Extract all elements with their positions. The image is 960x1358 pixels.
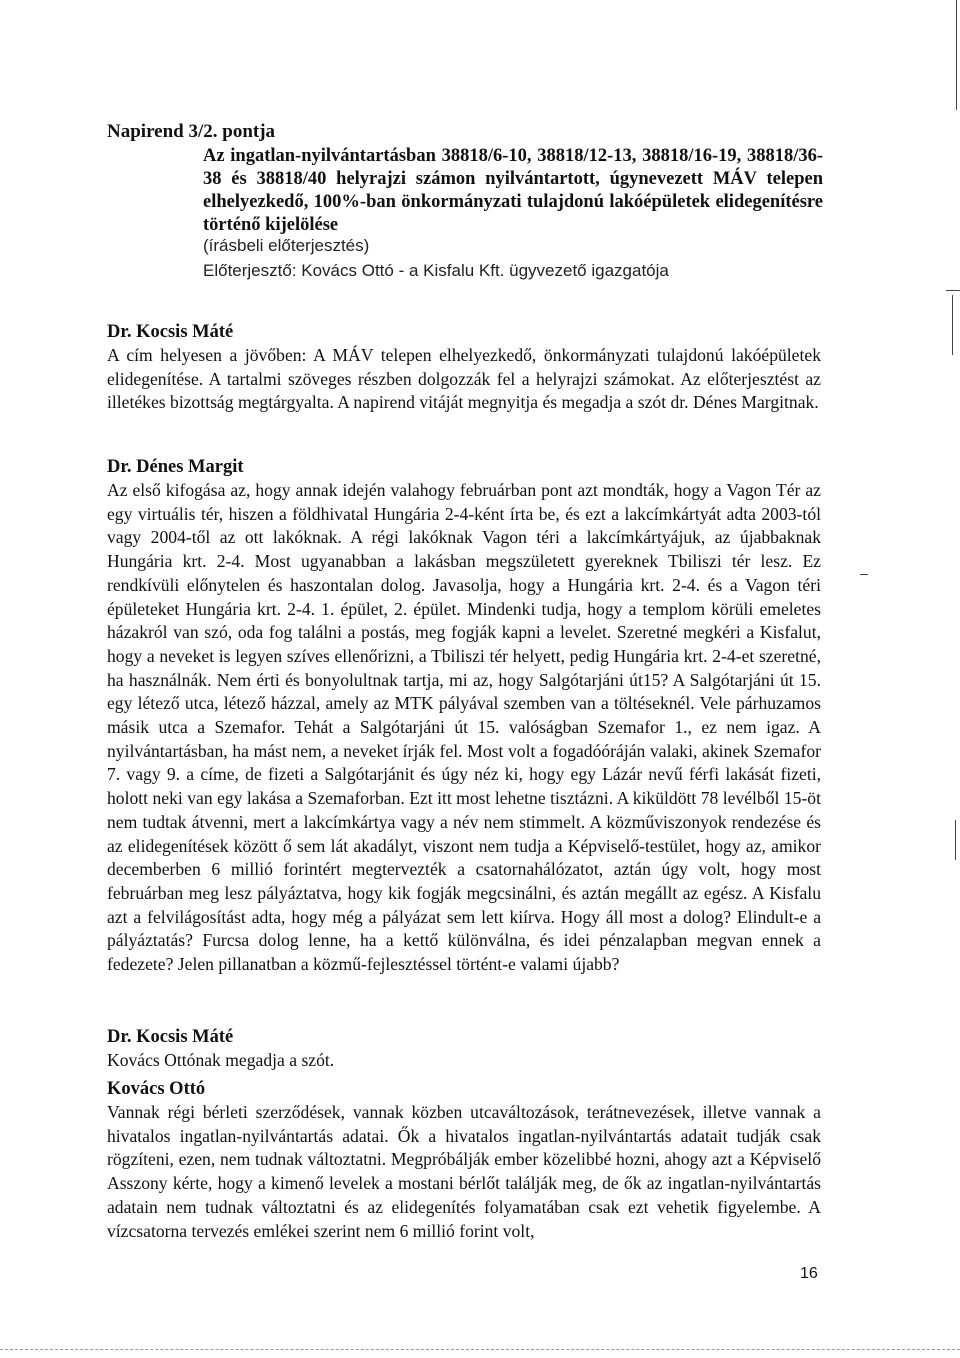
speaker-name: Dr. Kocsis Máté [107,1027,234,1047]
speaker-name: Kovács Ottó [107,1079,206,1099]
speech-section-3 [107,1025,821,1073]
scan-bottom-edge [0,1349,960,1350]
speech-text: Vannak régi bérleti szerződések, vannak közben utcaváltozások, terátnevezések, illetve vannak a hivatalos ingatlan-nyilvántartás adatai. Ők a hivatalos ingatlan-nyilvántartás adatait tudják csak rögzíteni, ezen, nem tudnak változtatni. Megpróbálják ember közelibbé hozni, ahogy azt a Képviselő Asszony kérte, hogy a kimenő levelek a mostani bérlőt találják meg, de ők az ingatlan-nyilvántartás adatain nem tudnak változtatni és az elidegenítés folyamatában csak ezt vehetik figyelembe. A vízcsatorna tervezés emlékei szerint nem 6 millió forint volt, [107,1102,821,1241]
scan-edge-line [955,820,956,860]
scan-edge-tick [946,290,960,291]
speaker-name: Dr. Kocsis Máté [107,322,234,342]
speech-section-1 [107,320,821,415]
speech-text: Kovács Ottónak megadja a szót. [107,1050,335,1070]
agenda-title: Az ingatlan-nyilvántartásban 38818/6-10, 38818/12-13, 38818/16-19, 38818/36-38 és 38818/40 helyrajzi számon nyilvántartott, úgynevezett MÁV telepen elhelyezkedő, 100%-ban önkormányzati tulajdonú lakóépületek elidegenítésre történő kijelölése [203,146,823,235]
speech-text: A cím helyesen a jövőben: A MÁV telepen elhelyezkedő, önkormányzati tulajdonú lakóépületek elidegenítése. A tartalmi szöveges részben dolgozzák fel a helyrajzi számokat. Az előterjesztést az illetékes bizottság megtárgyalta. A napirend vitáját megnyitja és megadja a szót dr. Dénes Margitnak. [107,345,821,413]
agenda-label: Napirend 3/2. pontja [107,121,276,142]
page-number: 16 [800,1265,818,1282]
scan-dash-mark [860,574,868,575]
speaker-name: Dr. Dénes Margit [107,457,244,477]
scan-edge-line [952,295,953,355]
speech-section-2 [107,455,821,977]
speech-text: Az első kifogása az, hogy annak idején valahogy februárban pont azt mondták, hogy a Vagon Tér az egy virtuális tér, hiszen a földhivatal Hungária 2-4-ként írta be, és ezt a lakcímkártyát adta 2003-tól vagy 2004-től az ott lakóknak. A régi lakóknak Vagon téri a lakcímkártyájuk, az újabbaknak Hungária krt. 2-4. Most ugyanabban a lakásban megszületett gyereknek Tbiliszi tér lesz. Ez rendkívüli előnytelen és haszontalan dolog. Javasolja, hogy a Hungária krt. 2-4. és a Vagon téri épületeket Hungária krt. 2-4. 1. épület, 2. épület. Mindenki tudja, hogy a templom körüli emeletes házakról van szó, oda fog találni a postás, meg fogják kapni a levelet. Szeretné megkéri a Kisfalut, hogy a neveket is legyen szíves ellenőrizni, a Tbiliszi tér helyett, pedig Hungária krt. 2-4-et szeretné, ha használnák. Nem érti és bonyolultnak tartja, mi az, hogy Salgótarjáni út15? A Salgótarjáni út 15. egy létező utca, létező házzal, amely az MTK pályával szemben van a töltéseknél. Vele párhuzamos másik utca a Szemafor. Tehát a Salgótarjáni út 15. valóságban Szemafor 1., ez nem igaz. A nyilvántartásban, ha mást nem, a neveket írják fel. Most volt a fogadóóráján valaki, akinek Szemafor 7. vagy 9. a címe, de fizeti a Salgótarjánit és úgy néz ki, hogy egy Lázár nevű férfi lakását fizeti, holott neki van egy lakása a Szemaforban. Ezt itt most lehetne tisztázni. A kiküldött 78 levélből 15-öt nem tudtak átvenni, mert a lakcímkártya vagy a név nem stimmelt. A közműviszonyok rendezése és az elidegenítések között ő sem lát akadályt, viszont nem tudja a Képviselő-testület, hogy az, amikor decemberben 6 millió forintért megtervezték a csatornahálózatot, aztán úgy volt, hogy most februárban meg lesz pályáztatva, hogy kik fogják megcsinálni, és aztán megállt az egész. A Kisfalu azt a felvilágosítást adta, hogy még a pályázat sem lett kiírva. Hogy áll most a dolog? Elindult-e a pályáztatás? Furcsa dolog lenne, ha a kettő különválna, és idei pénzalapban megvan ennek a fedezete? Jelen pillanatban a közmű-fejlesztéssel történt-e valami újabb? [107,480,821,975]
agenda-meta [203,233,823,283]
scan-edge-line [956,0,957,110]
submission-type: (írásbeli előterjesztés) [203,236,370,255]
presenter-line: Előterjesztő: Kovács Ottó - a Kisfalu Kft. ügyvezető igazgatója [203,261,669,280]
speech-section-4 [107,1077,821,1243]
